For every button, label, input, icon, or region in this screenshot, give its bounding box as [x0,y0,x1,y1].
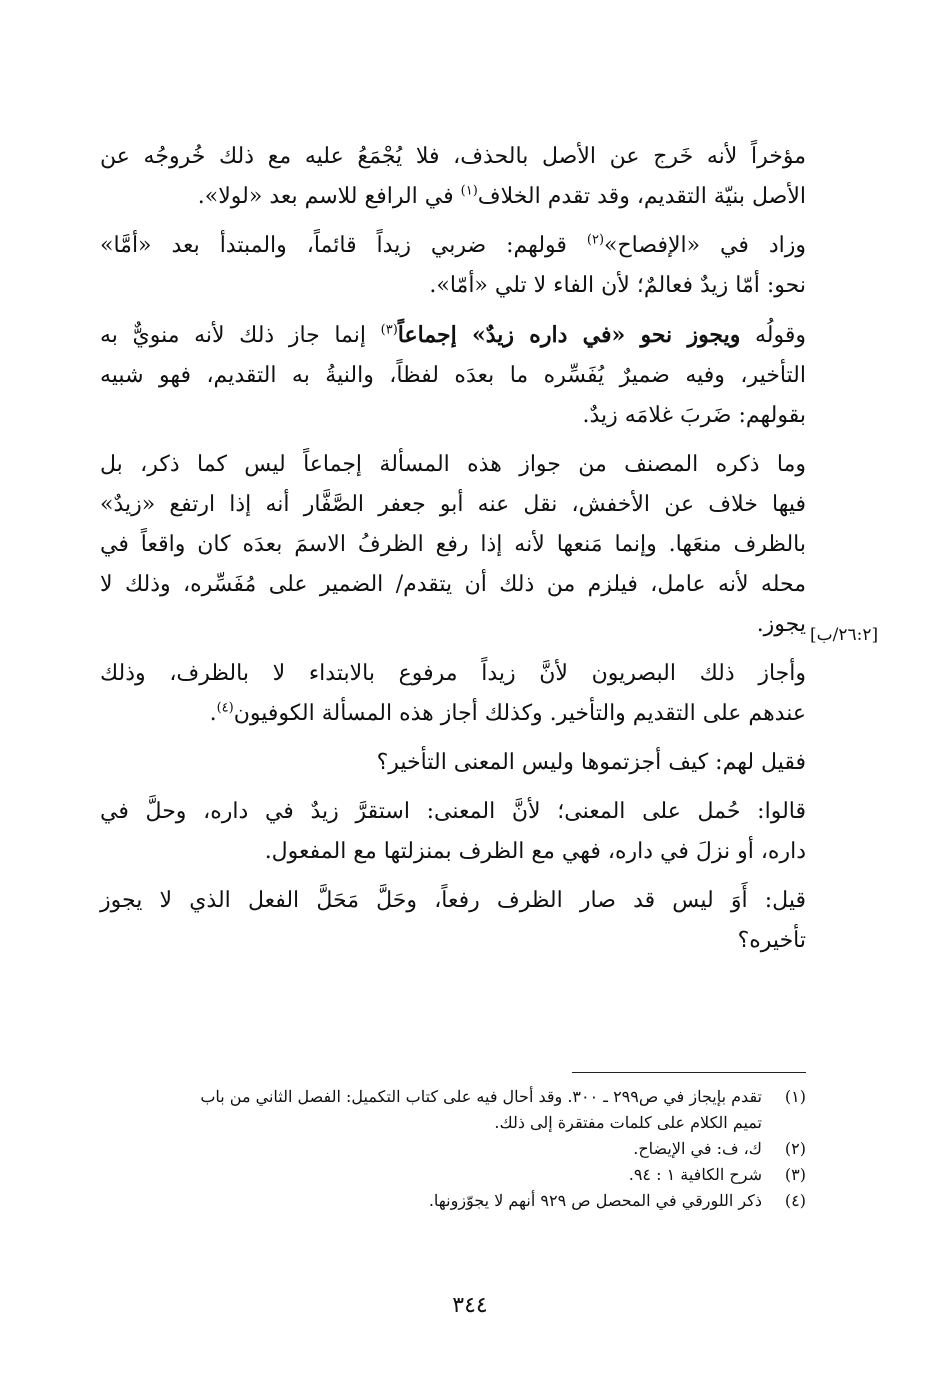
text-line [100,226,806,266]
paragraph-7 [100,792,806,872]
quoted-matn: ويجوز نحو «في داره زيدٌ» إجماعاً [397,322,741,348]
text-span: عندهم على التقديم والتأخير. وكذلك أجاز هذه المسألة الكوفيون [233,701,806,726]
text-span: وقولُه [755,323,807,348]
footnote-ref-4[interactable]: (٤) [216,700,234,716]
footnote-text: ك، ف: في الإيضاح. [633,1139,762,1158]
footnote-text: تميم الكلام على كلمات مفتقرة إلى ذلك. [494,1113,762,1132]
text-span: الأصل بنيّة التقديم، وقد تقدم الخلاف [477,184,806,209]
text-span: في الرافع للاسم بعد «لولا». [197,184,454,209]
footnote-number: (٤) [784,1191,806,1210]
paragraph-1 [100,137,806,217]
text-span: قولهم: ضربي زيداً قائماً، والمبتدأ بعد «أمَّا» [100,233,567,258]
footnote-ref-3[interactable]: (٣) [380,322,398,338]
manuscript-folio-marker: [٢٦:٢/ب] [810,625,879,645]
footnote-number: (٢) [784,1139,806,1158]
text-line [100,694,806,734]
text-span: إنما جاز ذلك لأنه منويٌّ به [100,323,367,348]
text-span: وزاد في «الإفصاح» [604,233,806,258]
footnote-3 [100,1162,806,1188]
text-line: محله لأنه عامل، فيلزم من ذلك أن يتقدم/ الضمير على مُفَسِّره، وذلك لا [100,572,806,597]
paragraph-4 [100,445,806,645]
footnote-1 [100,1084,806,1136]
footnote-text: شرح الكافية ١ : ٩٤. [628,1165,762,1184]
paragraph-5 [100,654,806,734]
text-line [100,177,806,217]
paragraph-6 [100,743,806,783]
text-line: بالظرف منعَها. وإنما مَنعها لأنه إذا رفع الظرفُ الاسمَ بعدَه كان واقعاً في [100,532,806,557]
footnote-text: ذكر اللورقي في المحصل ص ٩٢٩ أنهم لا يجوّزونها. [428,1191,762,1210]
text-line: التأخير، وفيه ضميرٌ يُفَسِّره ما بعدَه لفظاً، والنيةُ به التقديم، فهو شبيه [100,363,806,388]
text-line: فيها خلاف عن الأخفش، نقل عنه أبو جعفر الصَّفَّار أنه إذا ارتفع «زيدٌ» [100,492,806,517]
text-line: تأخيره؟ [737,928,806,953]
footnotes [100,1084,806,1214]
paragraph-8 [100,881,806,961]
paragraph-2 [100,226,806,306]
footnote-divider [572,1072,806,1073]
footnote-4 [100,1188,806,1214]
text-span: . [209,701,217,726]
text-line: داره، أو نزلَ في داره، فهي مع الظرف بمنزلتها مع المفعول. [264,839,806,864]
paragraph-3 [100,315,806,436]
text-line: بقولهم: ضَربَ غلامَه زيدٌ. [582,403,806,428]
page-number: ٣٤٤ [452,1293,488,1318]
text-line: مؤخراً لأنه خَرج عن الأصل بالحذف، فلا يُجْمَعُ عليه مع ذلك خُروجُه عن [100,144,806,169]
text-line: وأجاز ذلك البصريون لأنَّ زيداً مرفوع بالابتداء لا بالظرف، وذلك [100,661,806,686]
footnote-number: (٣) [784,1165,806,1184]
footnote-number: (١) [784,1087,806,1106]
text-line [100,315,806,356]
text-line: فقيل لهم: كيف أجزتموها وليس المعنى التأخير؟ [376,750,806,775]
text-line: وما ذكره المصنف من جواز هذه المسألة إجماعاً ليس كما ذكر، بل [100,452,806,477]
text-line: قيل: أَوَ ليس قد صار الظرف رفعاً، وحَلَّ مَحَلَّ الفعل الذي لا يجوز [100,888,806,913]
footnote-2 [100,1136,806,1162]
footnote-ref-1[interactable]: (١) [460,183,478,199]
text-line: نحو: أمّا زيدٌ فعالمٌ؛ لأن الفاء لا تلي «أمّا». [429,273,806,298]
text-line: يجوز. [756,612,806,637]
main-text [100,137,806,970]
footnote-ref-2[interactable]: (٢) [586,232,605,248]
footnote-text: تقدم بإيجاز في ص٢٩٩ ـ ٣٠٠. وقد أحال فيه على كتاب التكميل: الفصل الثاني من باب [200,1087,762,1106]
text-line: قالوا: حُمل على المعنى؛ لأنَّ المعنى: استقرَّ زيدٌ في داره، وحلَّ في [100,799,806,824]
